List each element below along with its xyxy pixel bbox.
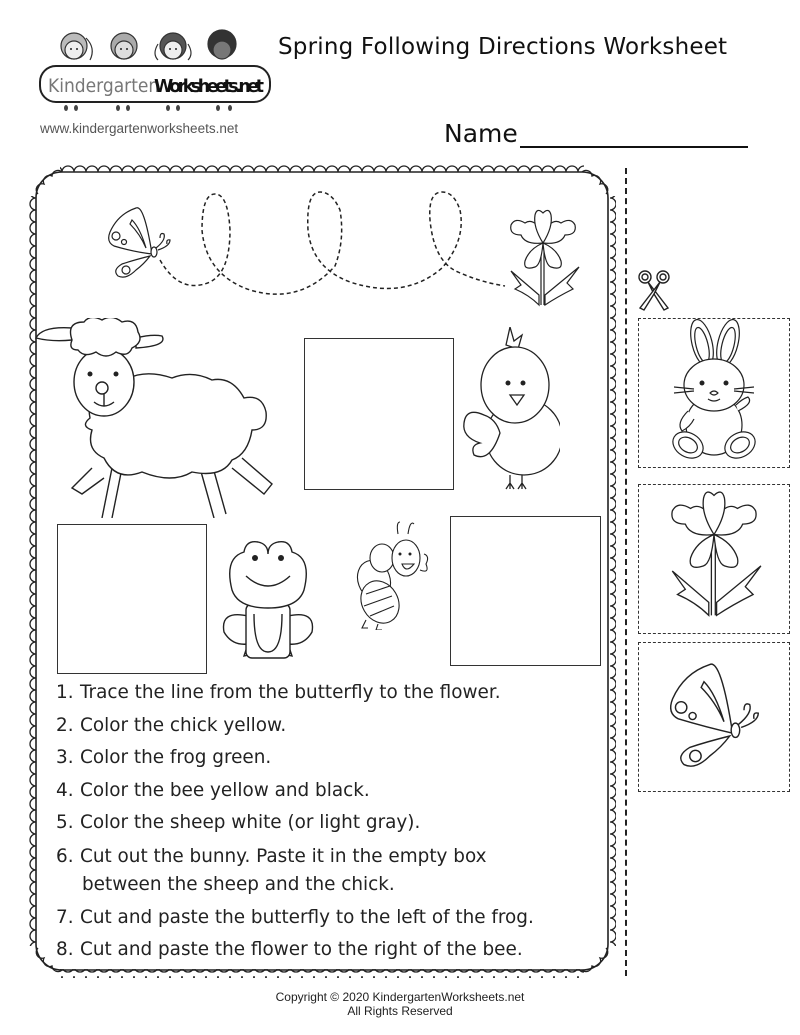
svg-text:Worksheets.net: Worksheets.net [154,77,264,97]
chick-picture [460,327,560,496]
site-logo [36,28,276,118]
name-label: Name [444,119,518,148]
butterfly-picture [664,643,764,789]
butterfly-picture [104,204,174,283]
cut-line [625,168,627,976]
direction-item: 2. Color the chick yellow. [56,714,287,736]
cutout-card-bunny[interactable] [638,318,790,468]
direction-item: 4. Color the bee yellow and black. [56,779,370,801]
site-url: www.kindergartenworksheets.net [40,121,239,136]
direction-item: 1. Trace the line from the butterfly to the flower. [56,682,501,703]
paste-box-right-of-bee[interactable] [450,516,601,666]
flower-picture [503,205,583,321]
name-blank-line[interactable] [520,118,748,148]
cutout-card-butterfly[interactable] [638,642,790,792]
copyright-text: Copyright © 2020 KindergartenWorksheets.net [275,990,525,1004]
svg-text:Kindergarten: Kindergarten [48,75,160,97]
direction-item: 7. Cut and paste the butterfly to the left of the frog. [56,906,534,928]
trace-path[interactable] [120,190,520,304]
direction-item: 8. Cut and paste the flower to the right of the bee. [56,939,523,960]
worksheet-title: Spring Following Directions Worksheet [278,34,728,60]
scissors-icon [636,268,672,314]
bee-picture [352,520,442,634]
direction-item: 6. Cut out the bunny. Paste it in the empty box between the sheep and the chick. [56,845,487,895]
paste-box-between-sheep-chick[interactable] [304,338,454,490]
rights-text: All Rights Reserved [347,1004,453,1018]
name-field[interactable] [444,118,748,148]
sheep-picture [32,318,282,522]
direction-item: 5. Color the sheep white (or light gray). [56,812,421,833]
cutout-card-flower[interactable] [638,484,790,634]
frog-picture [218,540,318,668]
direction-item: 3. Color the frog green. [56,747,272,768]
directions-list [56,680,616,970]
flower-picture [659,485,769,631]
footer [0,990,800,1018]
bunny-picture [664,319,764,465]
paste-box-left-of-frog[interactable] [57,524,207,674]
